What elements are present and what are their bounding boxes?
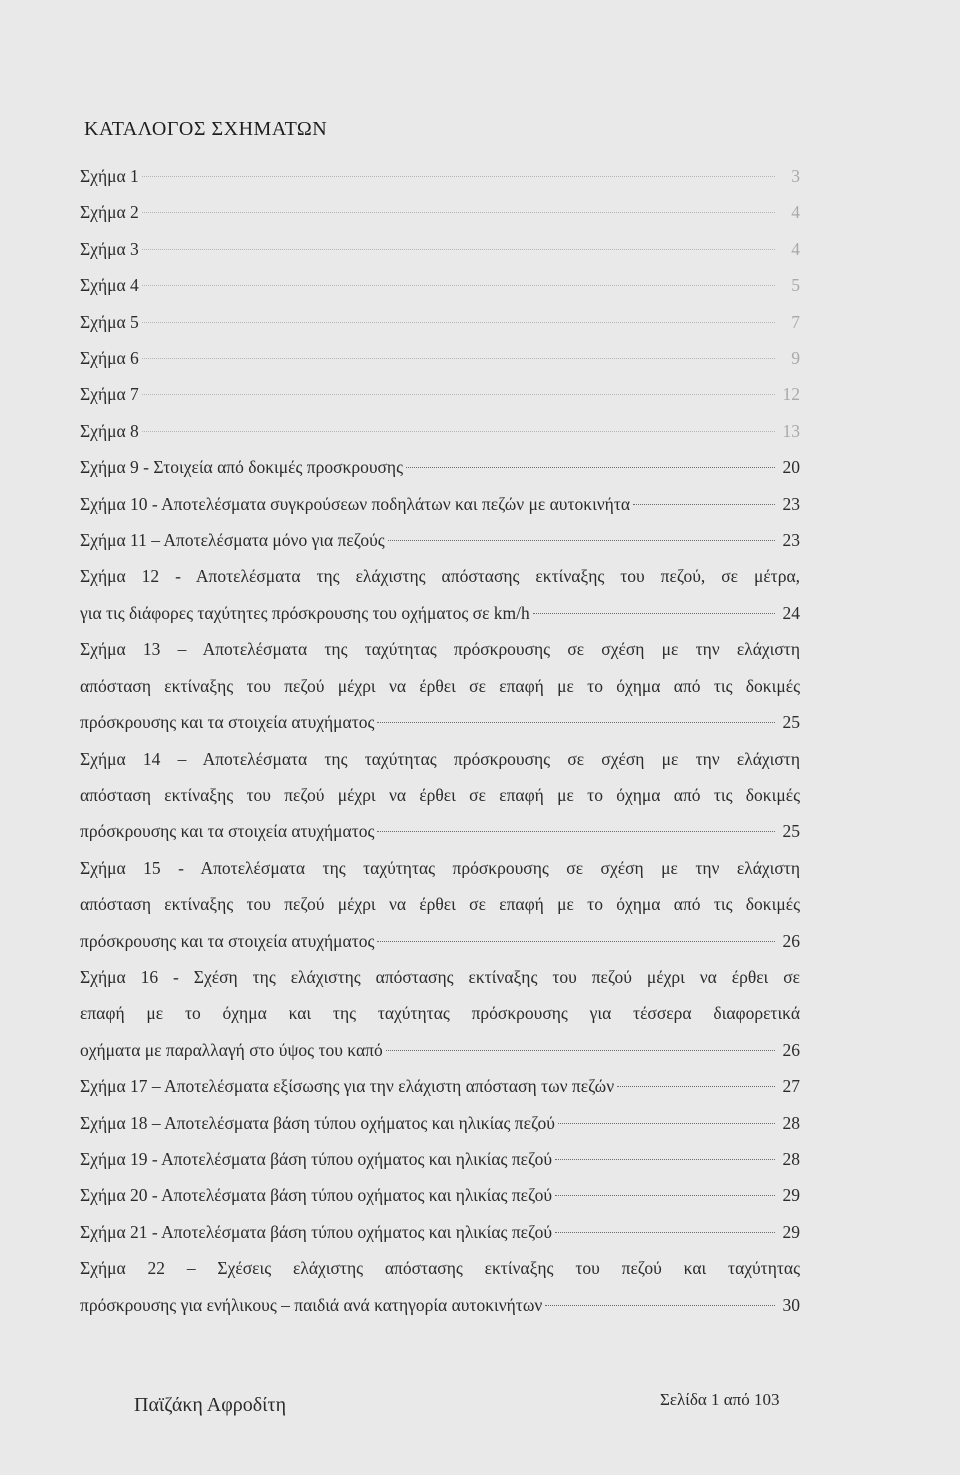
- toc-entry-last-line: [80, 267, 800, 303]
- dot-leader: [533, 612, 775, 614]
- toc-entry-text: Σχήμα 9 - Στοιχεία από δοκιμές προσκρουσης: [80, 457, 404, 478]
- toc-entry-page-number: 25: [782, 712, 800, 733]
- dot-leader: [617, 1085, 775, 1087]
- toc-entry[interactable]: [80, 1177, 800, 1213]
- dot-leader: [142, 393, 775, 395]
- toc-entry[interactable]: [80, 522, 800, 558]
- toc-entry[interactable]: [80, 1141, 800, 1177]
- footer-author: Παϊζάκη Αφροδίτη: [134, 1394, 287, 1416]
- dot-leader: [633, 503, 775, 505]
- dot-leader: [142, 248, 775, 250]
- dot-leader: [377, 830, 775, 832]
- toc-entry-text: οχήματα με παραλλαγή στο ύψος του καπό: [80, 1039, 383, 1060]
- toc-entry[interactable]: [80, 486, 800, 522]
- toc-entry-page-number: 12: [782, 384, 800, 405]
- toc-entry-last-line: [80, 595, 800, 631]
- toc-entry-text: Σχήμα 6: [80, 348, 139, 369]
- dot-leader: [406, 466, 775, 468]
- toc-entry-page-number: 7: [791, 311, 800, 332]
- toc-entry-page-number: 29: [782, 1185, 800, 1206]
- toc-entry-page-number: 23: [782, 493, 800, 514]
- toc-entry[interactable]: [80, 304, 800, 340]
- toc-entry-text-line: επαφή με το όχημα και της ταχύτητας πρόσκρουσης για τέσσερα διαφορετικά: [80, 1003, 800, 1024]
- toc-entry[interactable]: [80, 1214, 800, 1250]
- toc-entry-text-line: απόσταση εκτίναξης του πεζού μέχρι να έρθει σε επαφή με το όχημα από τις δοκιμές: [80, 784, 800, 805]
- toc-entry-text-line: Σχήμα 22 – Σχέσεις ελάχιστης απόστασης εκτίναξης του πεζού και ταχύτητας: [80, 1258, 800, 1279]
- toc-entry-page-number: 30: [782, 1294, 800, 1315]
- toc-entry-last-line: [80, 194, 800, 230]
- page-title: ΚΑΤΑΛΟΓΟΣ ΣΧΗΜΑΤΩΝ: [84, 118, 328, 140]
- footer-page-number: Σελίδα 1 από 103: [660, 1390, 780, 1409]
- toc-entry-text: Σχήμα 8: [80, 420, 139, 441]
- dot-leader: [142, 284, 775, 286]
- dot-leader: [377, 940, 775, 942]
- toc-entry-last-line: [80, 704, 800, 740]
- toc-entry-page-number: 26: [782, 1039, 800, 1060]
- toc-entry[interactable]: [80, 194, 800, 230]
- dot-leader: [377, 721, 775, 723]
- toc-entry-text-line: απόσταση εκτίναξης του πεζού μέχρι να έρθει σε επαφή με το όχημα από τις δοκιμές: [80, 894, 800, 915]
- toc-entry-last-line: [80, 231, 800, 267]
- toc-entry-text: Σχήμα 10 - Αποτελέσματα συγκρούσεων ποδηλάτων και πεζών με αυτοκινήτα: [80, 493, 631, 514]
- toc-entry-page-number: 20: [782, 457, 800, 478]
- toc-entry-text: Σχήμα 19 - Αποτελέσματα βάση τύπου οχήματος και ηλικίας πεζού: [80, 1148, 553, 1169]
- toc-entry-text: Σχήμα 7: [80, 384, 139, 405]
- toc-entry-page-number: 27: [782, 1076, 800, 1097]
- toc-entry-last-line: [80, 1177, 800, 1213]
- toc-entry-text-line: Σχήμα 14 – Αποτελέσματα της ταχύτητας πρόσκρουσης σε σχέση με την ελάχιστη: [80, 748, 800, 769]
- dot-leader: [142, 211, 775, 213]
- dot-leader: [545, 1304, 775, 1306]
- toc-entry-page-number: 4: [791, 238, 800, 259]
- toc-entry-page-number: 13: [782, 420, 800, 441]
- dot-leader: [142, 357, 775, 359]
- toc-entry-last-line: [80, 1287, 800, 1323]
- toc-entry-page-number: 4: [791, 202, 800, 223]
- toc-entry-last-line: [80, 1068, 800, 1104]
- toc-entry-last-line: [80, 813, 800, 849]
- toc-entry-page-number: 28: [782, 1148, 800, 1169]
- toc-entry-last-line: [80, 522, 800, 558]
- toc-entry[interactable]: [80, 376, 800, 412]
- toc-entry-text: Σχήμα 4: [80, 275, 139, 296]
- toc-entry-text-line: Σχήμα 15 - Αποτελέσματα της ταχύτητας πρόσκρουσης σε σχέση με την ελάχιστη: [80, 857, 800, 878]
- toc-entry-text: Σχήμα 20 - Αποτελέσματα βάση τύπου οχήματος και ηλικίας πεζού: [80, 1185, 553, 1206]
- dot-leader: [142, 430, 775, 432]
- toc-entry-text: Σχήμα 21 - Αποτελέσματα βάση τύπου οχήματος και ηλικίας πεζού: [80, 1221, 553, 1242]
- toc-entry-text: πρόσκρουσης για ενήλικους – παιδιά ανά κατηγορία αυτοκινήτων: [80, 1294, 543, 1315]
- toc-entry-text: Σχήμα 17 – Αποτελέσματα εξίσωσης για την ελάχιστη απόσταση των πεζών: [80, 1076, 615, 1097]
- toc-entry[interactable]: [80, 340, 800, 376]
- toc-entry-last-line: [80, 923, 800, 959]
- toc-entry-page-number: 26: [782, 930, 800, 951]
- toc-entry-text: Σχήμα 3: [80, 238, 139, 259]
- toc-entry-page-number: 3: [791, 166, 800, 186]
- toc-entry-last-line: [80, 413, 800, 449]
- figure-list: [80, 158, 800, 1323]
- toc-entry-page-number: 24: [782, 602, 800, 623]
- toc-entry-text-line: Σχήμα 13 – Αποτελέσματα της ταχύτητας πρόσκρουσης σε σχέση με την ελάχιστη: [80, 639, 800, 660]
- toc-entry-last-line: [80, 486, 800, 522]
- toc-entry-page-number: 9: [791, 348, 800, 369]
- dot-leader: [386, 1049, 775, 1051]
- dot-leader: [388, 539, 775, 541]
- toc-entry-page-number: 29: [782, 1221, 800, 1242]
- dot-leader: [555, 1158, 775, 1160]
- toc-entry[interactable]: [80, 1250, 800, 1323]
- toc-entry[interactable]: [80, 959, 800, 1068]
- dot-leader: [142, 321, 775, 323]
- toc-entry[interactable]: [80, 158, 800, 194]
- toc-entry-text-line: Σχήμα 16 - Σχέση της ελάχιστης απόστασης εκτίναξης του πεζού μέχρι να έρθει σε: [80, 966, 800, 987]
- toc-entry-text-line: απόσταση εκτίναξης του πεζού μέχρι να έρθει σε επαφή με το όχημα από τις δοκιμές: [80, 675, 800, 696]
- dot-leader: [558, 1122, 775, 1124]
- toc-entry-last-line: [80, 1032, 800, 1068]
- toc-entry-last-line: [80, 158, 800, 194]
- toc-entry-text: Σχήμα 1: [80, 166, 139, 186]
- toc-entry[interactable]: [80, 267, 800, 303]
- toc-entry[interactable]: [80, 741, 800, 850]
- toc-entry-text: Σχήμα 18 – Αποτελέσματα βάση τύπου οχήματος και ηλικίας πεζού: [80, 1112, 555, 1133]
- toc-entry-text: Σχήμα 11 – Αποτελέσματα μόνο για πεζούς: [80, 530, 385, 551]
- dot-leader: [555, 1231, 775, 1233]
- dot-leader: [142, 175, 775, 177]
- toc-entry-last-line: [80, 1214, 800, 1250]
- toc-entry-text: πρόσκρουσης και τα στοιχεία ατυχήματος: [80, 821, 375, 842]
- toc-entry[interactable]: [80, 449, 800, 485]
- toc-entry[interactable]: [80, 413, 800, 449]
- toc-entry-page-number: 23: [782, 530, 800, 551]
- toc-entry-text-line: Σχήμα 12 - Αποτελέσματα της ελάχιστης απόστασης εκτίναξης του πεζού, σε μέτρα,: [80, 566, 800, 587]
- toc-entry-last-line: [80, 449, 800, 485]
- toc-entry-page-number: 28: [782, 1112, 800, 1133]
- toc-entry-text: Σχήμα 2: [80, 202, 139, 223]
- toc-entry[interactable]: [80, 1068, 800, 1104]
- toc-entry-text: πρόσκρουσης και τα στοιχεία ατυχήματος: [80, 712, 375, 733]
- toc-entry-last-line: [80, 1141, 800, 1177]
- toc-entry[interactable]: [80, 850, 800, 959]
- toc-entry[interactable]: [80, 1105, 800, 1141]
- toc-entry-last-line: [80, 340, 800, 376]
- toc-entry-last-line: [80, 1105, 800, 1141]
- toc-entry-page-number: 5: [791, 275, 800, 296]
- toc-entry-page-number: 25: [782, 821, 800, 842]
- toc-entry[interactable]: [80, 231, 800, 267]
- toc-entry-last-line: [80, 376, 800, 412]
- dot-leader: [555, 1194, 775, 1196]
- toc-entry-text: Σχήμα 5: [80, 311, 139, 332]
- toc-entry-text: για τις διάφορες ταχύτητες πρόσκρουσης του οχήματος σε km/h: [80, 602, 530, 623]
- toc-entry-last-line: [80, 304, 800, 340]
- toc-entry-text: πρόσκρουσης και τα στοιχεία ατυχήματος: [80, 930, 375, 951]
- toc-entry[interactable]: [80, 558, 800, 631]
- toc-entry[interactable]: [80, 631, 800, 740]
